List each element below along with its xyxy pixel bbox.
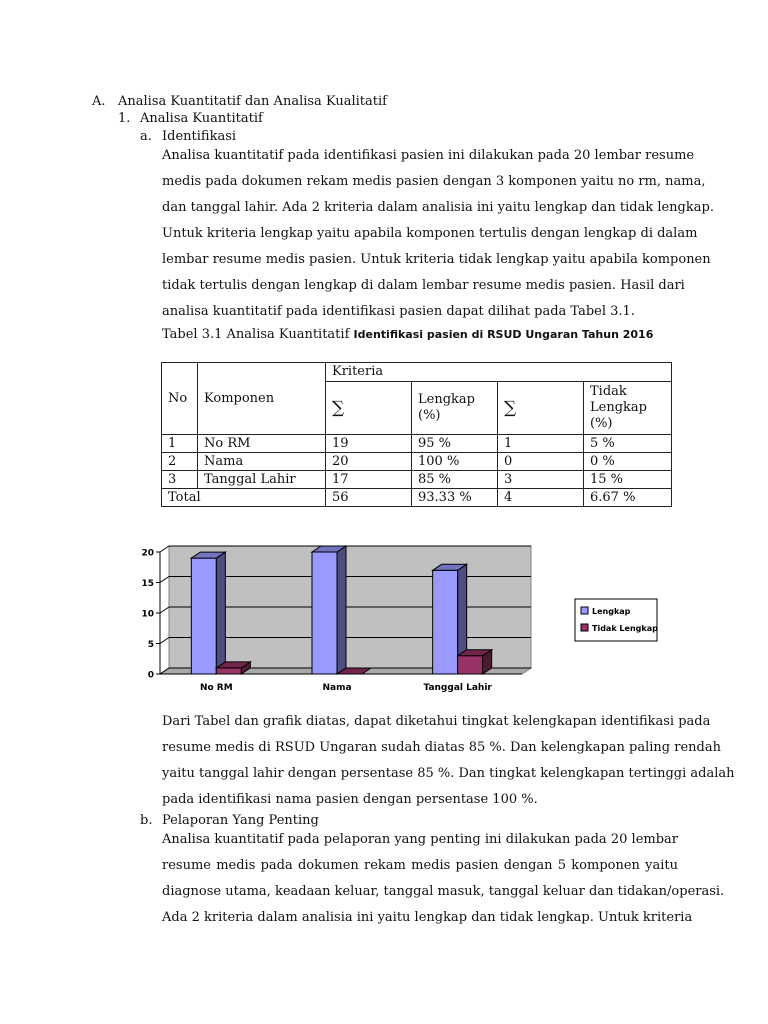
cell-no: 3 (162, 471, 198, 489)
paragraph-line: pada identifikasi nama pasien dengan persentase 100 %. (162, 792, 538, 807)
header-komponen: Komponen (198, 363, 326, 435)
paragraph-line: tidak tertulis dengan lengkap di dalam lembar resume medis pasien. Hasil dari (162, 278, 685, 293)
y-tick-label: 0 (147, 670, 154, 681)
header-lengkap: Lengkap (%) (412, 382, 498, 435)
paragraph-line: resume medis pada dokumen rekam medis pasien dengan 5 komponen yaitu (162, 858, 678, 873)
paragraph-line: Analisa kuantitatif pada pelaporan yang penting ini dilakukan pada 20 lembar (162, 832, 678, 847)
cell-total-tidak: 6.67 % (584, 489, 672, 507)
bar-lengkap (312, 552, 337, 674)
cell-komponen: Tanggal Lahir (198, 471, 326, 489)
cell-lengkap: 85 % (412, 471, 498, 489)
header-no: No (162, 363, 198, 435)
bar-side (216, 552, 225, 674)
bar-lengkap (191, 558, 216, 674)
cell-komponen: No RM (198, 435, 326, 453)
subsection-b-marker: b. (140, 813, 153, 828)
paragraph-line: analisa kuantitatif pada identifikasi pasien dapat dilihat pada Tabel 3.1. (162, 304, 635, 319)
cell-tidak: 5 % (584, 435, 672, 453)
cell-total-sum-lengkap: 56 (326, 489, 412, 507)
section-a-marker: A. (92, 94, 106, 109)
cell-sum-tidak: 0 (498, 453, 584, 471)
x-tick-label: Tanggal Lahir (423, 683, 492, 693)
gridline-diagonal (160, 638, 169, 644)
x-tick-label: Nama (322, 683, 352, 693)
cell-no: 1 (162, 435, 198, 453)
table-total-row (162, 489, 672, 507)
table-caption-suffix: Identifikasi pasien di RSUD Ungaran Tahun 2016 (353, 328, 654, 341)
section-a-title: Analisa Kuantitatif dan Analisa Kualitatif (118, 94, 387, 109)
bar-chart (135, 535, 665, 700)
paragraph-chart-conclusion (162, 713, 735, 809)
paragraph-line: lembar resume medis pasien. Untuk kriteria tidak lengkap yaitu apabila komponen (162, 252, 711, 267)
bar-lengkap (433, 570, 458, 674)
subsection-a-marker: a. (140, 129, 152, 144)
legend-label: Lengkap (592, 607, 631, 616)
y-tick-label: 15 (141, 579, 154, 589)
paragraph-identifikasi (162, 147, 714, 321)
table-row (162, 435, 672, 453)
cell-lengkap: 95 % (412, 435, 498, 453)
header-sum-tidak: ∑ (498, 382, 584, 435)
paragraph-line: dan tanggal lahir. Ada 2 kriteria dalam analisia ini yaitu lengkap dan tidak lengkap. (162, 200, 714, 215)
cell-lengkap: 100 % (412, 453, 498, 471)
table-row (162, 453, 672, 471)
legend-label: Tidak Lengkap (592, 624, 658, 633)
paragraph-line: resume medis di RSUD Ungaran sudah diatas 85 %. Dan kelengkapan paling rendah (162, 740, 721, 755)
legend-swatch (581, 624, 588, 631)
cell-total-lengkap: 93.33 % (412, 489, 498, 507)
cell-total-sum-tidak: 4 (498, 489, 584, 507)
gridline-diagonal (160, 577, 169, 583)
chart-legend (575, 599, 657, 641)
cell-no: 2 (162, 453, 198, 471)
paragraph-line: medis pada dokumen rekam medis pasien dengan 3 komponen yaitu no rm, nama, (162, 174, 706, 189)
kriteria-table (161, 362, 672, 507)
cell-komponen: Nama (198, 453, 326, 471)
cell-sum-lengkap: 19 (326, 435, 412, 453)
paragraph-line: Untuk kriteria lengkap yaitu apabila komponen tertulis dengan lengkap di dalam (162, 226, 698, 241)
subsection-1-marker: 1. (118, 111, 131, 126)
paragraph-line: Ada 2 kriteria dalam analisia ini yaitu lengkap dan tidak lengkap. Untuk kriteria (162, 910, 693, 925)
cell-sum-tidak: 1 (498, 435, 584, 453)
paragraph-line: yaitu tanggal lahir dengan persentase 85 %. Dan tingkat kelengkapan tertinggi adalah (162, 766, 735, 781)
table-caption-prefix: Tabel 3.1 Analisa Kuantitatif (162, 327, 350, 342)
cell-sum-lengkap: 17 (326, 471, 412, 489)
subsection-1-title: Analisa Kuantitatif (140, 111, 263, 126)
table-header-row (162, 363, 672, 382)
paragraph-line: Analisa kuantitatif pada identifikasi pasien ini dilakukan pada 20 lembar resume (162, 148, 695, 163)
table-caption (162, 327, 653, 342)
gridline-diagonal (160, 546, 169, 552)
y-tick-label: 10 (141, 609, 154, 620)
cell-total-label: Total (162, 489, 326, 507)
y-tick-label: 5 (147, 640, 154, 650)
cell-tidak: 0 % (584, 453, 672, 471)
bar-side (337, 546, 346, 674)
paragraph-pelaporan (162, 831, 725, 935)
paragraph-line: diagnose utama, keadaan keluar, tanggal masuk, tanggal keluar dan tidakan/operasi. (162, 884, 725, 899)
x-tick-label: No RM (199, 683, 233, 693)
gridline-diagonal (160, 607, 169, 613)
header-tidak-lengkap: Tidak Lengkap (%) (584, 382, 672, 435)
legend-swatch (581, 607, 588, 614)
cell-tidak: 15 % (584, 471, 672, 489)
header-sum-lengkap: ∑ (326, 382, 412, 435)
subsection-a-title: Identifikasi (162, 129, 237, 144)
subsection-b-title: Pelaporan Yang Penting (162, 813, 319, 828)
cell-sum-tidak: 3 (498, 471, 584, 489)
paragraph-line: Dari Tabel dan grafik diatas, dapat diketahui tingkat kelengkapan identifikasi pada (162, 714, 711, 729)
y-tick-label: 20 (141, 548, 154, 559)
cell-sum-lengkap: 20 (326, 453, 412, 471)
table-row (162, 471, 672, 489)
bar-tidak-lengkap (216, 668, 241, 674)
header-kriteria: Kriteria (326, 363, 672, 382)
bar-tidak-lengkap (458, 656, 483, 674)
